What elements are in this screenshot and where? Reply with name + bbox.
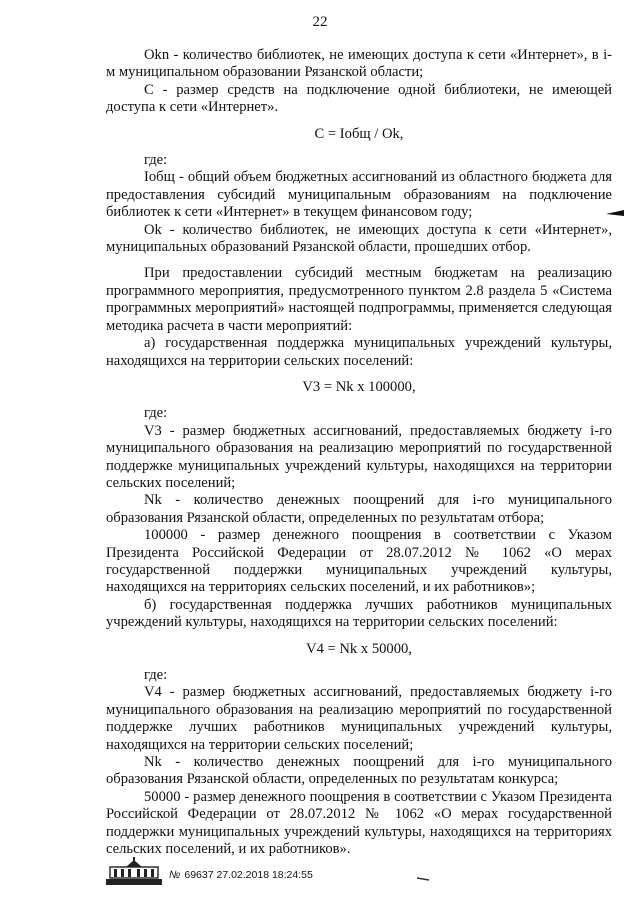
paragraph-nk-definition-2: Nk - количество денежных поощрений для i-го муниципального образования Рязанской области, определенных по результатам конкурса; xyxy=(106,754,612,788)
footer xyxy=(104,857,504,887)
page-number: 22 xyxy=(312,14,328,30)
document-stamp xyxy=(169,869,313,881)
formula-v3: V3 = Nk x 100000, xyxy=(302,378,416,395)
doc-stamp-text: 69637 27.02.2018 18:24:55 xyxy=(184,869,313,881)
scan-mark xyxy=(604,208,626,220)
paragraph-c-definition: С - размер средств на подключение одной библиотеки, не имеющей доступа к сети «Интернет». xyxy=(106,81,612,116)
doc-number-sign: № xyxy=(169,869,181,881)
paragraph-where-1: где: xyxy=(144,152,168,169)
government-building-logo-icon xyxy=(104,857,164,887)
formula-v4: V4 = Nk x 50000, xyxy=(306,640,412,657)
paragraph-item-b: б) государственная поддержка лучших работников муниципальных учреждений культуры, находящихся на территории сельских поселений: xyxy=(106,596,612,631)
paragraph-iobsh-definition: Iобщ - общий объем бюджетных ассигнований из областного бюджета для предоставления субсидий муниципальным образованиям на подключение библиотек к сети «Интернет» в текущем финансовом году; xyxy=(106,169,612,221)
paragraph-where-3: где: xyxy=(144,667,168,683)
paragraph-item-a: а) государственная поддержка муниципальных учреждений культуры, находящихся на территории сельских поселений: xyxy=(106,335,612,369)
paragraph-v4-definition: V4 - размер бюджетных ассигнований, предоставляемых бюджету i-го муниципального образования на реализацию мероприятий по государственной поддержке лучших работников муниципальных учреждений культуры, находящихся на территории сельских поселений; xyxy=(106,684,612,753)
paragraph-100000-definition: 100000 - размер денежного поощрения в соответствии с Указом Президента Российской Федерации от 28.07.2012 № 1062 «О мерах государственной поддержки муниципальных учреждений культуры, находящихся на территориях сельских поселений, и их работников»; xyxy=(106,527,612,596)
paragraph-methodology-intro: При предоставлении субсидий местным бюджетам на реализацию программного мероприятия, предусмотренного пунктом 2.8 раздела 5 «Система программных мероприятий» настоящей подпрограммы, применяется следующая методика расчета в части мероприятий: xyxy=(106,265,612,334)
paragraph-v3-definition: V3 - размер бюджетных ассигнований, предоставляемых бюджету i-го муниципального образования на реализацию мероприятий по государственной поддержке муниципальных учреждений культуры, находящихся на территории сельских поселений; xyxy=(106,422,612,491)
paragraph-where-2: где: xyxy=(144,405,168,422)
paragraph-ok-definition: Ok - количество библиотек, не имеющих доступа к сети «Интернет», муниципальных образований Рязанской области, прошедших отбор. xyxy=(106,221,612,256)
formula-c: C = Iобщ / Ok, xyxy=(314,125,404,142)
document-body xyxy=(106,47,612,858)
paragraph-nk-definition-1: Nk - количество денежных поощрений для i-го муниципального образования Рязанской области, определенных по результатам отбора; xyxy=(106,492,612,526)
paragraph-50000-definition: 50000 - размер денежного поощрения в соответствии с Указом Президента Российской Федерации от 28.07.2012 № 1062 «О мерах государственной поддержки муниципальных учреждений культуры, находящихся на территориях сельских поселений, и их работников». xyxy=(106,788,612,858)
paragraph-okn-definition: Okn - количество библиотек, не имеющих доступа к сети «Интернет», в i-м муниципальном образовании Рязанской области; xyxy=(106,47,612,81)
